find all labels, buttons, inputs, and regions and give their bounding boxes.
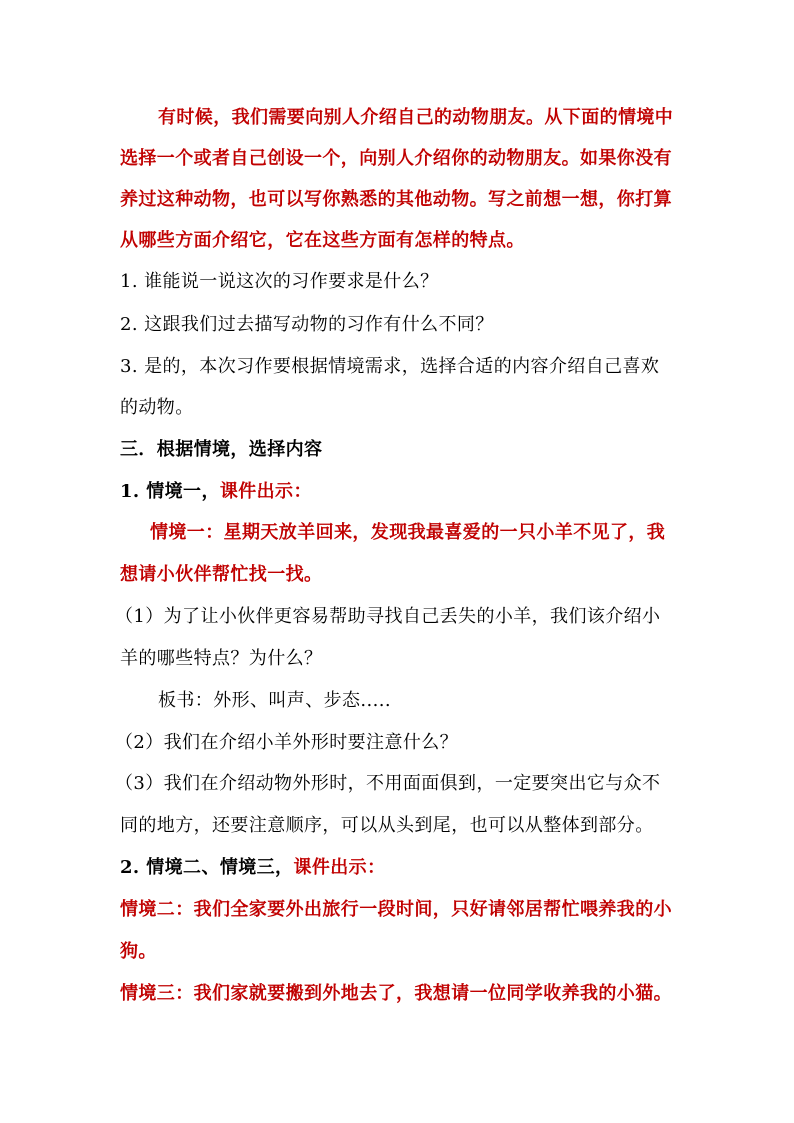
question-2: 2. 这跟我们过去描写动物的习作有什么不同？ <box>120 314 494 335</box>
scene-2-3-suffix: 课件出示： <box>293 857 386 878</box>
question-3-line-2: 的动物。 <box>120 397 194 418</box>
intro-line-2: 选择一个或者自己创设一个，向别人介绍你的动物朋友。如果你没有 <box>120 148 672 169</box>
point-1-line-1: （1）为了让小伙伴更容易帮助寻找自己丢失的小羊，我们该介绍小 <box>115 606 661 627</box>
section-heading: 三．根据情境，选择内容 <box>120 439 323 460</box>
scene-1-line-1: 情境一：星期天放羊回来，发现我最喜爱的一只小羊不见了，我 <box>150 522 666 543</box>
scene-2-3-prefix: 2. 情境二、情境三， <box>120 857 294 878</box>
scene-2-line-2: 狗。 <box>120 941 157 962</box>
scene-3-line: 情境三：我们家就要搬到外地去了，我想请一位同学收养我的小猫。 <box>120 983 672 1004</box>
question-1: 1. 谁能说一说这次的习作要求是什么？ <box>120 271 439 292</box>
scene-1-prefix: 1. 情境一， <box>120 481 220 502</box>
intro-line-3: 养过这种动物，也可以写你熟悉的其他动物。写之前想一想，你打算 <box>120 189 672 210</box>
point-1-line-2: 羊的哪些特点？为什么？ <box>120 648 323 669</box>
scene-1-intro <box>120 480 312 504</box>
scene-2-line-1: 情境二：我们全家要外出旅行一段时间，只好请邻居帮忙喂养我的小 <box>120 899 672 920</box>
board-note: 板书：外形、叫声、步态..... <box>158 690 392 711</box>
point-3-line-2: 同的地方，还要注意顺序，可以从头到尾，也可以从整体到部分。 <box>120 815 654 836</box>
question-3-line-1: 3. 是的，本次习作要根据情境需求，选择合适的内容介绍自己喜欢 <box>120 356 660 377</box>
point-3-line-1: （3）我们在介绍动物外形时，不用面面俱到，一定要突出它与众不 <box>115 773 661 794</box>
point-2: （2）我们在介绍小羊外形时要注意什么？ <box>115 732 459 753</box>
intro-line-1: 有时候，我们需要向别人介绍自己的动物朋友。从下面的情境中 <box>158 107 674 128</box>
scene-1-line-2: 想请小伙伴帮忙找一找。 <box>120 564 323 585</box>
scene-2-3-intro <box>120 856 385 880</box>
scene-1-suffix: 课件出示： <box>219 481 312 502</box>
intro-line-4: 从哪些方面介绍它，它在这些方面有怎样的特点。 <box>120 230 525 251</box>
